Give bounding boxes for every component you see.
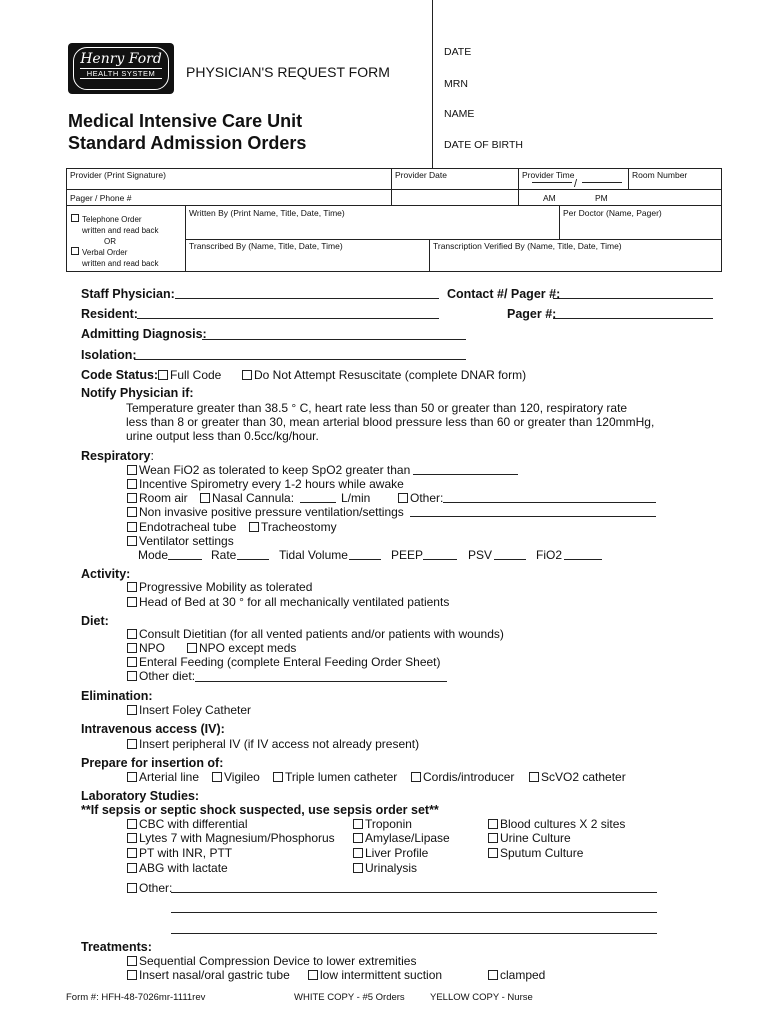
checkbox-icon [71,247,79,255]
npo-meds-label: NPO except meds [199,641,297,655]
labs-other-field[interactable] [171,892,657,893]
unit-title: Medical Intensive Care Unit [68,111,303,131]
verbal-order-label: Verbal Order [82,248,128,257]
checkbox-icon [353,863,363,873]
scvo2-label: ScVO2 catheter [541,770,626,784]
checkbox-icon [187,643,197,653]
vent-fio2-label: FiO2 [536,548,563,562]
urine-culture-checkbox[interactable] [488,831,571,845]
liver-profile-checkbox[interactable] [353,846,428,860]
urinalysis-label: Urinalysis [365,861,418,875]
resp-other-field[interactable] [443,502,656,503]
triple-lumen-checkbox[interactable] [273,770,397,784]
checkbox-icon [353,848,363,858]
head-of-bed-checkbox[interactable] [127,595,449,609]
intermittent-suction-label: low intermittent suction [320,968,443,982]
checkbox-icon [127,582,137,592]
vent-tidal-volume-field[interactable] [349,559,381,560]
sputum-culture-checkbox[interactable] [488,846,583,860]
cordis-label: Cordis/introducer [423,770,515,784]
troponin-checkbox[interactable] [353,817,412,831]
abg-checkbox[interactable] [127,861,228,875]
ventilator-checkbox[interactable] [127,534,234,548]
checkbox-icon [212,772,222,782]
staff-physician-field[interactable] [175,298,439,299]
room-number-label[interactable]: Room Number [632,170,688,180]
triple-lumen-label: Triple lumen catheter [285,770,398,784]
npo-checkbox[interactable] [127,641,165,655]
checkbox-icon [127,493,137,503]
checkbox-icon [398,493,408,503]
other-diet-checkbox[interactable] [127,669,195,683]
vent-rate-label: Rate [211,548,237,562]
pager-field[interactable] [553,318,713,319]
table-divider [185,239,722,240]
nasal-cannula-checkbox[interactable] [200,491,294,505]
checkbox-icon [127,465,137,475]
patient-date-label: DATE [444,46,472,58]
cordis-checkbox[interactable] [411,770,514,784]
form-title: PHYSICIAN'S REQUEST FORM [186,64,390,80]
cbc-label: CBC with differential [139,817,248,831]
checkbox-icon [127,772,137,782]
spirometry-label: Incentive Spirometry every 1-2 hours while awake [139,477,404,491]
endotracheal-checkbox[interactable] [127,520,236,534]
read-back-note: written and read back [82,226,159,235]
time-blank-minute[interactable] [582,182,622,183]
notify-physician-label: Notify Physician if: [81,386,194,400]
time-blank-hour[interactable] [532,182,572,183]
checkbox-icon [127,848,137,858]
checkbox-icon [127,597,137,607]
resident-field[interactable] [137,318,439,319]
checkbox-icon [127,970,137,980]
liver-profile-label: Liver Profile [365,846,429,860]
enteral-label: Enteral Feeding (complete Enteral Feeding Order Sheet) [139,655,441,669]
yellow-copy-note: YELLOW COPY - Nurse [430,992,533,1003]
isolation-field[interactable] [134,359,466,360]
non-invasive-settings-field[interactable] [410,516,656,517]
vent-fio2-field[interactable] [564,559,602,560]
vent-psv-label: PSV [468,548,493,562]
checkbox-icon [71,214,79,222]
iv-label: Intravenous access (IV): [81,722,225,736]
header-divider [432,0,433,168]
arterial-line-label: Arterial line [139,770,200,784]
order-type-block [71,214,159,269]
table-divider [391,168,392,205]
vent-mode-field[interactable] [168,559,202,560]
nasal-cannula-label: Nasal Cannula: [212,491,295,505]
dnar-checkbox[interactable] [242,368,526,382]
arterial-line-checkbox[interactable] [127,770,199,784]
blood-cultures-label: Blood cultures X 2 sites [500,817,626,831]
am-label: AM [543,193,556,203]
table-divider [185,205,186,272]
clamped-label: clamped [500,968,546,982]
endotracheal-label: Endotracheal tube [139,520,237,534]
intermittent-suction-checkbox[interactable] [308,968,442,982]
ng-tube-checkbox[interactable] [127,968,290,982]
checkbox-icon [127,522,137,532]
nasal-cannula-flow-field[interactable] [300,502,336,503]
checkbox-icon [127,705,137,715]
provider-table [66,168,722,272]
checkbox-icon [488,833,498,843]
checkbox-icon [158,370,168,380]
peripheral-iv-label: Insert peripheral IV (if IV access not already present) [139,737,420,751]
checkbox-icon [127,507,137,517]
admitting-diagnosis-field[interactable] [202,339,466,340]
logo-script-text: Henry Ford [80,51,162,67]
scd-checkbox[interactable] [127,954,416,968]
verbal-order-checkbox[interactable] [71,247,159,258]
checkbox-icon [411,772,421,782]
full-code-checkbox[interactable] [158,368,221,382]
ng-tube-label: Insert nasal/oral gastric tube [139,968,290,982]
telephone-order-label: Telephone Order [82,215,142,224]
table-divider [429,239,430,272]
checkbox-icon [353,819,363,829]
table-divider [66,205,722,206]
dietitian-label: Consult Dietitian (for all vented patients and/or patients with wounds) [139,627,504,641]
logo-subtext: HEALTH SYSTEM [80,68,162,79]
sepsis-note: **If sepsis or septic shock suspected, use sepsis order set** [81,803,439,817]
troponin-label: Troponin [365,817,412,831]
diet-label: Diet: [81,614,109,628]
non-invasive-checkbox[interactable] [127,505,404,519]
checkbox-icon [127,671,137,681]
vent-rate-field[interactable] [237,559,269,560]
foley-label: Insert Foley Catheter [139,703,252,717]
orders-title: Standard Admission Orders [68,133,307,153]
enteral-checkbox[interactable] [127,655,441,669]
room-air-checkbox[interactable] [127,491,188,505]
labs-other-label: Other: [139,881,173,895]
staff-physician-label: Staff Physician: [81,287,175,301]
patient-mrn-label: MRN [444,78,468,90]
scvo2-checkbox[interactable] [529,770,626,784]
vigileo-checkbox[interactable] [212,770,260,784]
vent-peep-label: PEEP [391,548,424,562]
checkbox-icon [242,370,252,380]
table-divider [628,168,629,189]
labs-other-field-line2[interactable] [171,912,657,913]
notify-line: urine output less than 0.5cc/kg/hour. [126,429,319,443]
checkbox-icon [127,863,137,873]
read-back-note: written and read back [82,259,159,268]
clamped-checkbox[interactable] [488,968,545,982]
checkbox-icon [529,772,539,782]
resp-other-label: Other: [410,491,444,505]
tracheostomy-checkbox[interactable] [249,520,337,534]
activity-label: Activity: [81,567,131,581]
wean-fio2-label: Wean FiO2 as tolerated to keep SpO2 greater than [139,463,411,477]
patient-name-label: NAME [444,108,475,120]
sputum-culture-label: Sputum Culture [500,846,584,860]
amylase-checkbox[interactable] [353,831,450,845]
patient-dob-label: DATE OF BIRTH [444,139,523,151]
mobility-checkbox[interactable] [127,580,312,594]
contact-pager-label: Contact #/ Pager #: [447,287,561,301]
pager-phone-label[interactable]: Pager / Phone # [70,193,132,203]
respiratory-label [81,449,154,463]
resident-label: Resident: [81,307,138,321]
checkbox-icon [127,479,137,489]
checkbox-icon [488,848,498,858]
checkbox-icon [488,970,498,980]
provider-time-label[interactable]: Provider Time [522,170,575,180]
urinalysis-checkbox[interactable] [353,861,417,875]
code-status-label: Code Status: [81,368,159,382]
lytes-label: Lytes 7 with Magnesium/Phosphorus [139,831,335,845]
npo-meds-checkbox[interactable] [187,641,296,655]
full-code-label: Full Code [170,368,222,382]
cbc-checkbox[interactable] [127,817,248,831]
spirometry-checkbox[interactable] [127,477,404,491]
l-min-label: L/min [341,491,371,505]
other-diet-label: Other diet: [139,669,196,683]
admitting-diagnosis-label: Admitting Diagnosis: [81,327,207,341]
vent-peep-field[interactable] [423,559,457,560]
other-diet-field[interactable] [195,681,447,682]
vigileo-label: Vigileo [224,770,260,784]
checkbox-icon [273,772,283,782]
telephone-order-checkbox[interactable] [71,214,159,225]
table-divider [66,189,722,190]
notify-line: less than 8 or greater than 30, mean arterial blood pressure less than 60 or greater than 120mmHg, [126,415,655,429]
transcribed-by-label[interactable]: Transcribed By (Name, Title, Date, Time) [189,241,343,251]
checkbox-icon [127,883,137,893]
per-doctor-label[interactable]: Per Doctor (Name, Pager) [563,208,662,218]
insertion-label: Prepare for insertion of: [81,756,224,770]
treatments-label: Treatments: [81,940,152,954]
peripheral-iv-checkbox[interactable] [127,737,419,751]
resp-other-checkbox[interactable] [398,491,443,505]
checkbox-icon [127,833,137,843]
written-by-label[interactable]: Written By (Print Name, Title, Date, Time) [189,208,345,218]
head-of-bed-label: Head of Bed at 30 ° for all mechanically ventilated patients [139,595,450,609]
transcription-verified-label[interactable]: Transcription Verified By (Name, Title, Date, Time) [433,241,622,251]
wean-fio2-checkbox[interactable] [127,463,410,477]
checkbox-icon [488,819,498,829]
time-slash: / [574,178,578,190]
table-divider [559,205,560,239]
pt-inr-checkbox[interactable] [127,846,232,860]
isolation-label: Isolation: [81,348,137,362]
checkbox-icon [127,536,137,546]
npo-label: NPO [139,641,166,655]
checkbox-icon [127,819,137,829]
urine-culture-label: Urine Culture [500,831,571,845]
respiratory-colon: : [150,449,154,463]
pm-label: PM [595,193,608,203]
abg-label: ABG with lactate [139,861,228,875]
checkbox-icon [127,643,137,653]
tracheostomy-label: Tracheostomy [261,520,337,534]
checkbox-icon [200,493,210,503]
blood-cultures-checkbox[interactable] [488,817,625,831]
dietitian-checkbox[interactable] [127,627,504,641]
henry-ford-logo [68,43,174,94]
provider-date-label[interactable]: Provider Date [395,170,447,180]
provider-signature-label[interactable]: Provider (Print Signature) [70,170,166,180]
mobility-label: Progressive Mobility as tolerated [139,580,313,594]
checkbox-icon [127,956,137,966]
checkbox-icon [127,739,137,749]
labs-other-field-line3[interactable] [171,933,657,934]
checkbox-icon [127,629,137,639]
foley-checkbox[interactable] [127,703,251,717]
labs-other-checkbox[interactable] [127,881,172,895]
lytes-checkbox[interactable] [127,831,335,845]
vent-tidal-volume-label: Tidal Volume [279,548,348,562]
checkbox-icon [127,657,137,667]
notify-line: Temperature greater than 38.5 ° C, heart rate less than 50 or greater than 120, respiratory rate [126,401,628,415]
respiratory-title: Respiratory [81,449,151,463]
checkbox-icon [353,833,363,843]
labs-label: Laboratory Studies: [81,789,200,803]
ventilator-label: Ventilator settings [139,534,234,548]
spo2-target-field[interactable] [413,474,518,475]
amylase-label: Amylase/Lipase [365,831,450,845]
dnar-label: Do Not Attempt Resuscitate (complete DNAR form) [254,368,527,382]
form-number: Form #: HFH-48-7026mr-1111rev [66,992,206,1003]
vent-psv-field[interactable] [494,559,526,560]
pager-label: Pager #: [507,307,557,321]
pt-inr-label: PT with INR, PTT [139,846,233,860]
room-air-label: Room air [139,491,188,505]
non-invasive-label: Non invasive positive pressure ventilation/settings [139,505,404,519]
elimination-label: Elimination: [81,689,153,703]
scd-label: Sequential Compression Device to lower extremities [139,954,417,968]
white-copy-note: WHITE COPY - #5 Orders [294,992,405,1003]
vent-mode-label: Mode [138,548,169,562]
checkbox-icon [249,522,259,532]
checkbox-icon [308,970,318,980]
or-label: OR [104,237,116,246]
table-divider [518,168,519,205]
contact-pager-field[interactable] [553,298,713,299]
